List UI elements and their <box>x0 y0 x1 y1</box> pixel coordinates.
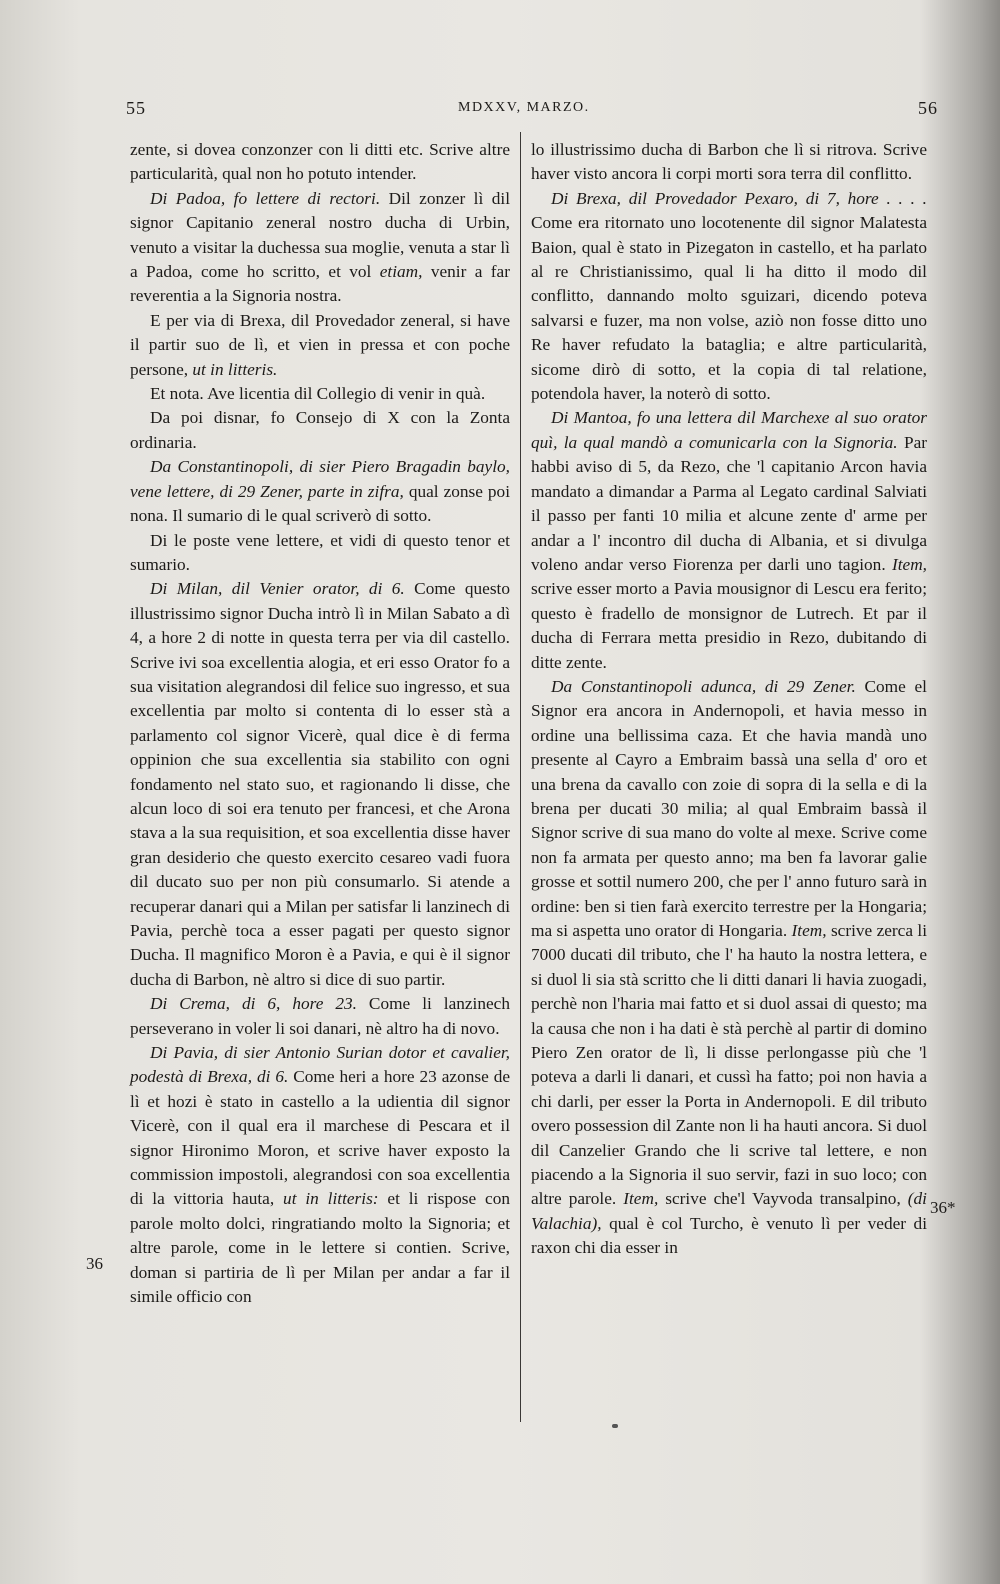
text-run: Come li lanzinech perseverano in voler li soi danari, nè altro ha di novo. <box>130 994 510 1038</box>
text-run: venir a far reverentia a la Signoria nostra. <box>130 262 510 306</box>
paragraph <box>130 992 510 1041</box>
italic-text: Da Constantinopoli adunca, di 29 Zener. <box>551 676 856 696</box>
text-run: zente, si dovea conzonzer con li ditti etc. Scrive altre particularità, qual non ho potuto intender. <box>130 140 510 184</box>
margin-note-left: 36 <box>86 1254 103 1273</box>
italic-text: Item, <box>891 554 927 574</box>
italic-text: ut in litteris. <box>192 359 278 379</box>
text-run: scrive zerca li 7000 ducati dil tributo, che l' ha hauto la nostra lettera, e si duol li sia stà scritto che li ditti danari li havia zuogadi, perchè non l'haria mai fatto et si duol assai di questo; ma la causa che non i ha dati è stà perchè al partir di domino Piero Zen orator de lì, li disse perlongasse più che 'l poteva a darli li danari, et cussì ha fatto; poi non havia a chi darli, per esser la Porta in Andernopoli. E dil tributo overo possession dil Zante non li ha hauti ancora. Si duol dil Canzelier Grando che li scrive tal lettere, e non piacendo a la Signoria il suo servir, fazi in suo loco; con altre parole. <box>531 921 928 1209</box>
paragraph <box>531 675 927 1261</box>
text-run: Dil zonzer lì dil signor Capitanio zeneral nostro ducha di Urbin, venuto a visitar la duchessa sua moglie, venuta a star lì a Padoa, come ho scritto, et vol <box>130 188 510 282</box>
paragraph <box>130 406 510 455</box>
text-run: Come era ritornato uno locotenente dil signor Malatesta Baion, qual è stato in Pizegaton in castello, et ha parlato al re Christianissimo, qual li ha ditto il modo dil conflitto, dannando molto sguizari, dicendo poteva salvarsi e fuzer, ma non volse, aziò non fosse ditto uno Re haver refudato la bataglia; e altre particularità, sicome dirò di sotto, et la copia di tal relatione, potendola haver, la noterò di sotto. <box>531 213 927 404</box>
paragraph <box>130 1041 510 1309</box>
page-header <box>118 98 938 122</box>
italic-text: Di Mantoa, fo una lettera dil Marchexe al suo orator quì, la qual mandò a comunicarla con la Signoria. <box>531 408 927 452</box>
paragraph <box>130 455 510 528</box>
italic-text: Di Brexa, dil Provedador Pexaro, di 7, hore . . . . <box>551 188 927 208</box>
italic-text: Di Padoa, fo lettere di rectori. <box>150 188 381 208</box>
italic-text: etiam, <box>379 262 423 282</box>
text-run: Di le poste vene lettere, et vidi di questo tenor et sumario. <box>130 530 510 574</box>
text-run: Par habbi aviso di 5, da Rezo, che 'l capitanio Arcon havia mandato a dimandar a Parma al Legato cardinal Salviati il passo per fanti 10 milia et alcune zente d' arme per andar a l' incontro dil ducha di Albania, et si divulga voleno andar verso Fiorenza per darli uno tagion. <box>531 432 927 574</box>
paragraph <box>130 309 510 382</box>
ink-speck <box>612 1424 618 1428</box>
paragraph <box>130 382 510 406</box>
column-divider <box>520 132 521 1422</box>
italic-text: (di Valachia), <box>531 1189 927 1233</box>
paragraph <box>531 138 927 187</box>
text-run: E per via di Brexa, dil Provedador zeneral, si have il partir suo de lì, et vien in pressa et con poche persone, <box>130 310 510 379</box>
right-column <box>531 138 927 1261</box>
text-run: Da poi disnar, fo Consejo di X con la Zonta ordinaria. <box>130 408 510 452</box>
paragraph <box>531 187 927 407</box>
text-run: lo illustrissimo ducha di Barbon che lì si ritrova. Scrive haver visto ancora li corpi morti sora terra dil conflitto. <box>531 140 927 184</box>
running-title: MDXXV, MARZO. <box>458 100 590 115</box>
paragraph <box>130 138 510 187</box>
text-run: Et nota. Ave licentia dil Collegio di venir in quà. <box>150 384 486 404</box>
text-run: qual zonse poi nona. Il sumario di le qual scriverò di sotto. <box>130 481 510 526</box>
italic-text: Di Pavia, di sier Antonio Surian dotor et cavalier, podestà di Brexa, di 6. <box>130 1043 510 1087</box>
text-run: Come heri a hore 23 azonse de lì et hozi è stato in castello a la udientia dil signor Vicerè, con il qual era il marchese di Pescara et il signor Hironimo Moron, et scrive haver exposto la commission impostoli, alegrandosi con soa excellentia di la vittoria hauta, <box>130 1067 511 1209</box>
paragraph <box>130 529 510 578</box>
paragraph <box>531 406 927 674</box>
paragraph <box>130 577 510 992</box>
italic-text: ut in litteris: <box>283 1189 379 1209</box>
italic-text: Da Constantinopoli, di sier Piero Bragadin baylo, vene lettere, di 29 Zener, parte in zifra, <box>130 457 510 501</box>
margin-note-right: 36* <box>930 1198 956 1217</box>
italic-text: Di Crema, di 6, hore 23. <box>150 994 357 1014</box>
text-run: qual è col Turcho, è venuto lì per veder di raxon chi dia esser in <box>531 1213 927 1258</box>
text-run: scrive esser morto a Pavia mousignor di Lescu era ferito; questo è fradello de monsignor de Lutrech. Et par il ducha di Ferrara metta presidio in Rezo, dubitando di ditte zente. <box>531 579 927 672</box>
italic-text: Item, <box>791 921 827 940</box>
text-run: scrive che'l Vayvoda transalpino, <box>658 1189 908 1209</box>
text-run: Come el Signor era ancora in Andernopoli, et havia messo in ordine una bellissima caza. Et che havia mandà uno presente al Cayro a Embraim bassà una sella d' oro et una brena da cavallo con zoie di sopra di la sella e di la brena per ducati 30 milia; al qual Embraim bassà il Signor scrive di sua mano do volte al mexe. Scrive come non fa armata per questo anno; ma ben fa lavorar galie grosse et sottil numero 200, che per l' anno futuro sarà in ordine: ben si tien farà exercito terrestre per la Hongaria; ma si aspetta uno orator di Hongaria. <box>531 676 927 940</box>
italic-text: Item, <box>623 1189 659 1209</box>
page-number-left: 55 <box>126 98 146 118</box>
left-column <box>130 138 510 1310</box>
text-run: Come questo illustrissimo signor Ducha intrò lì in Milan Sabato a dì 4, a hore 2 di notte in questa terra per via dil castello. Scrive ivi soa excellentia alogia, et eri esso Orator fo a sua visitation alegrandosi dil felice suo ingresso, et sua excellentia par molto si contenta di lo esser stà a parlamento col signor Vicerè, qual dice è di ferma oppinion che sua excellentia sia stabilito con ogni fondamento nel stato suo, et ragionando li disse, che alcun loco di soi era tenuto per francesi, et che Arona stava a la sua requisition, et soa excellentia disse haver gran desiderio che questo exercito cesareo vadi fuora dil ducato suo per non più consumarlo. Si atende a recuperar danari qui a Milan per satisfar li lanzinech di Pavia, perchè toca a esser pagati per questo signor Ducha. Il magnifico Moron è a Pavia, e qui è il signor ducha di Barbon, nè altro si dice di suo partir. <box>130 579 510 989</box>
text-run: et li rispose con parole molto dolci, ringratiando molto la Signoria; et altre parole, come in le lettere si contien. Scrive, doman si partiria de lì per Milan per andar a far il simile officio con <box>130 1189 510 1307</box>
page-number-right: 56 <box>918 98 938 118</box>
paragraph <box>130 187 510 309</box>
italic-text: Di Milan, dil Venier orator, di 6. <box>150 579 405 599</box>
